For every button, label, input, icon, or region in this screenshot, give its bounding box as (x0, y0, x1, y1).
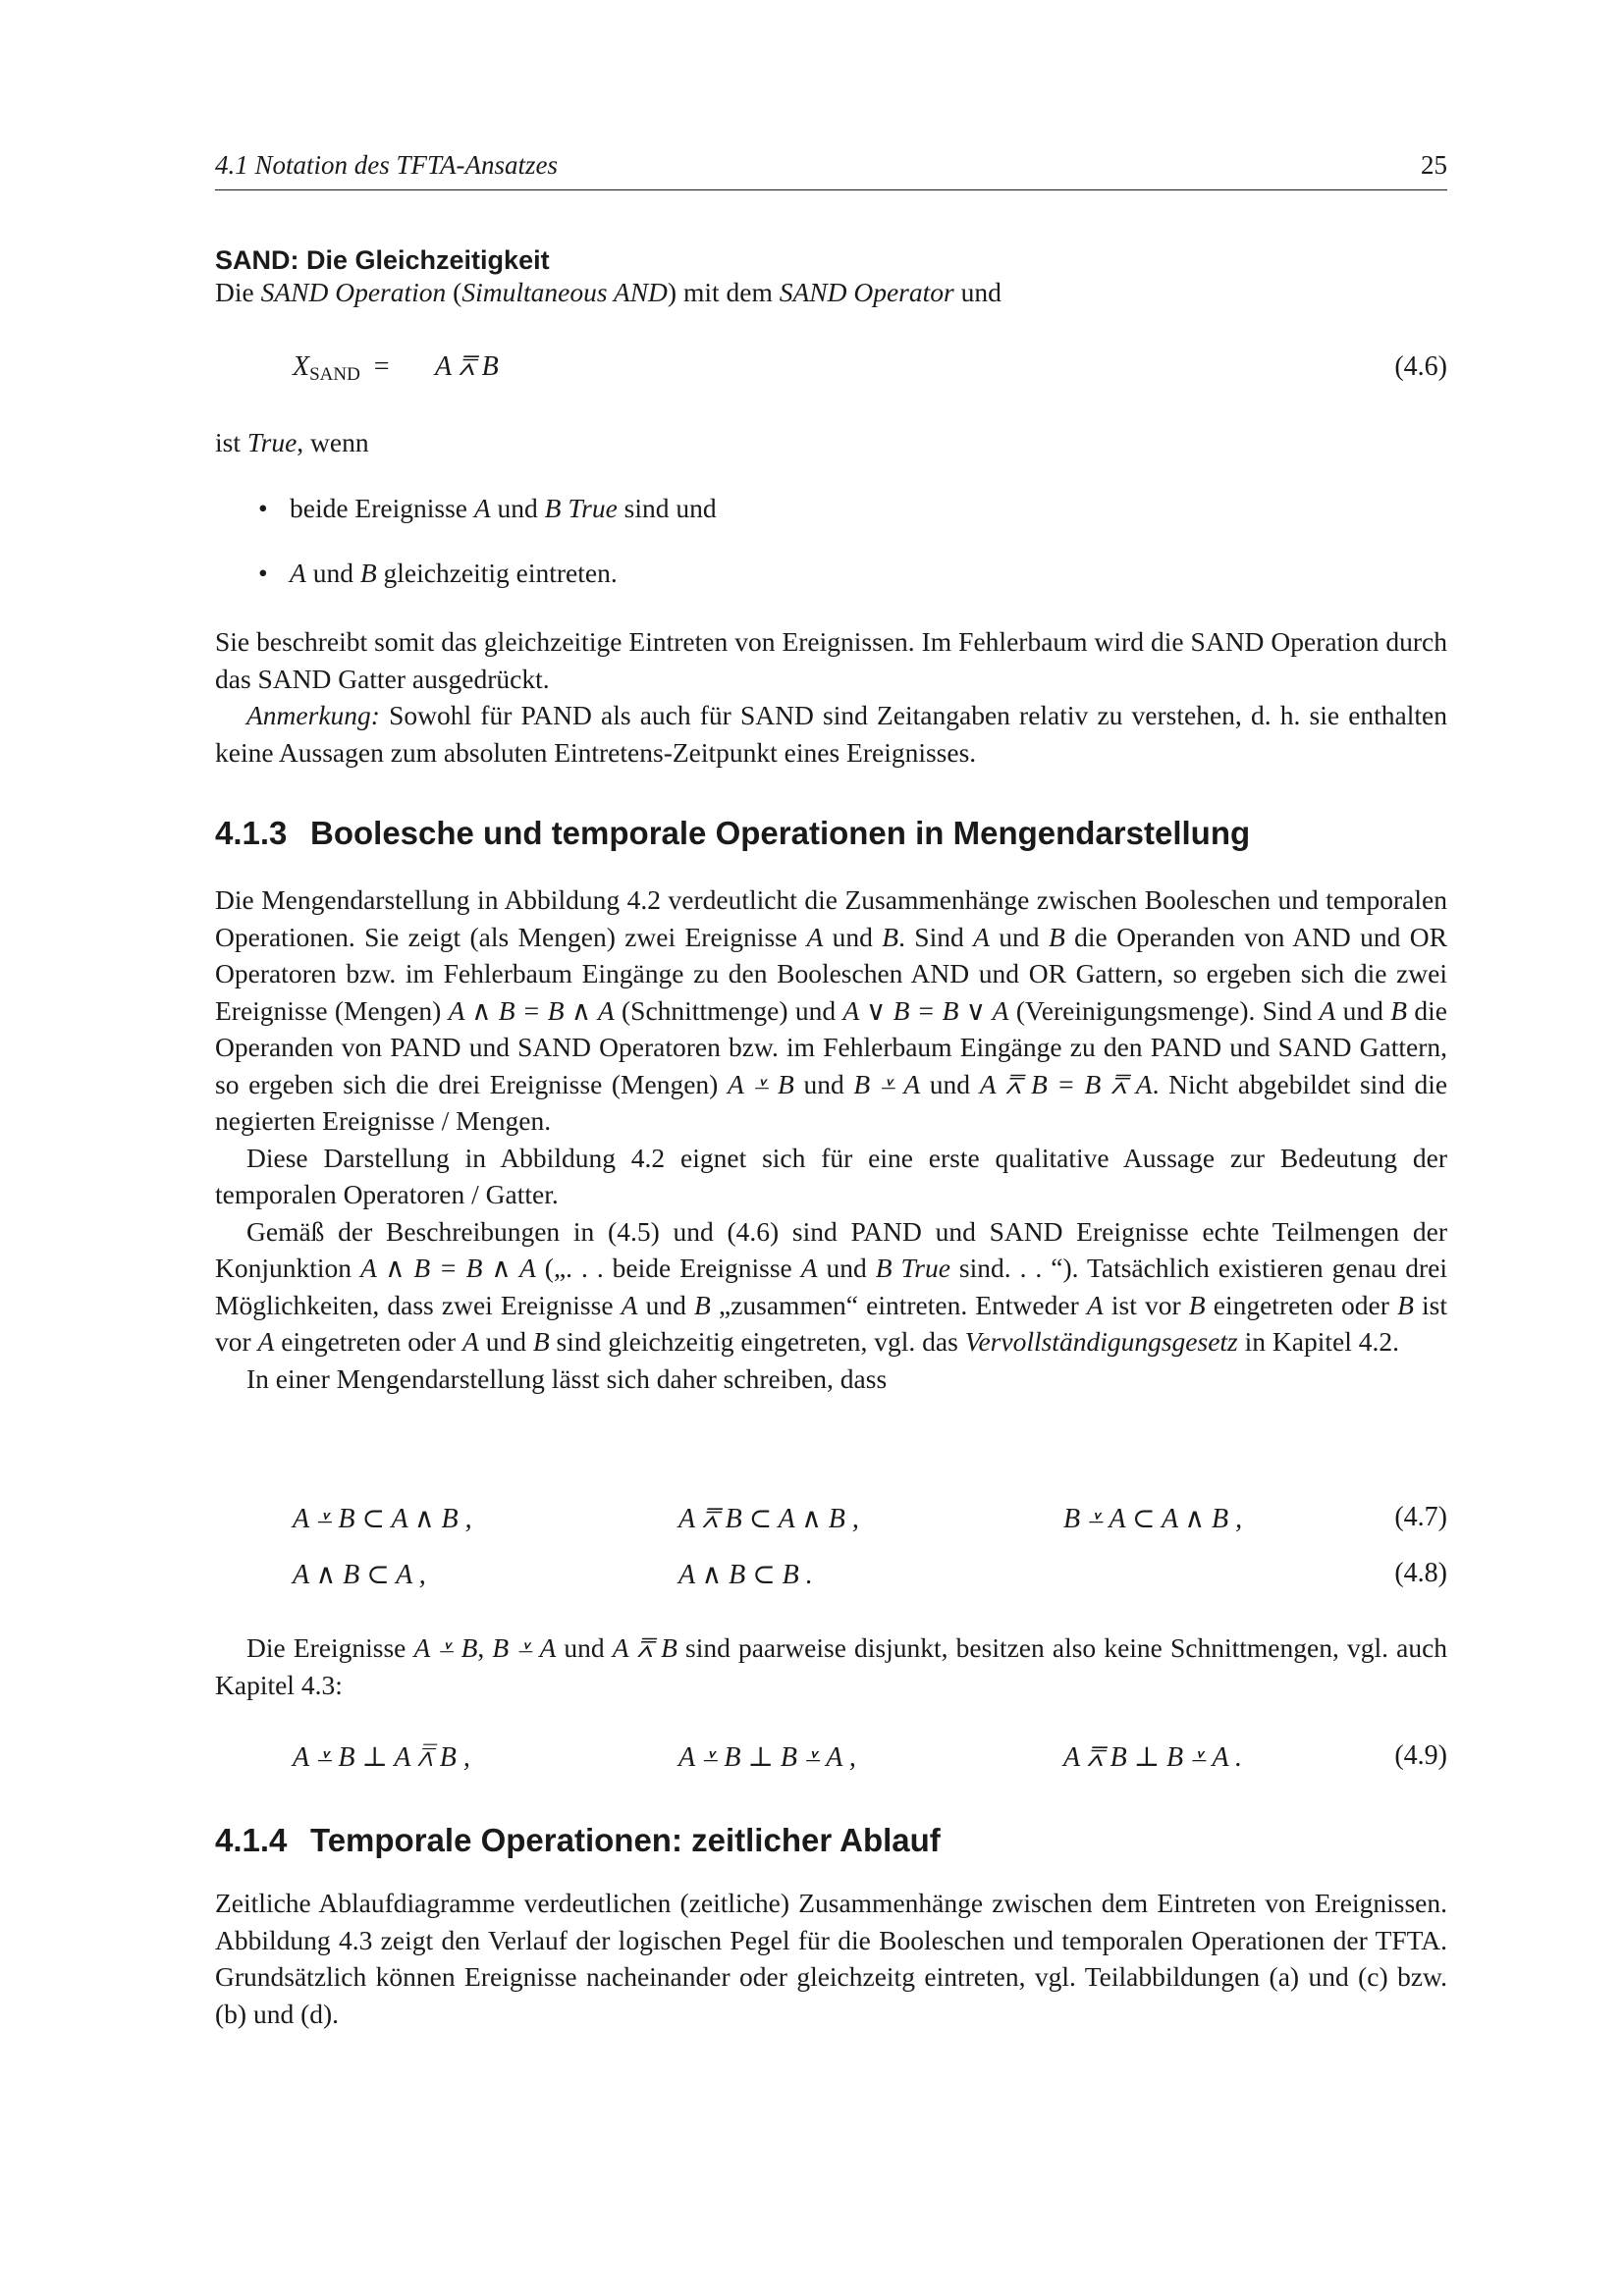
disjoint-paragraph (215, 1629, 1447, 1703)
running-header (215, 150, 1447, 190)
eq-4-7-term-2: A ⩞ B ⊂ A ∧ B , (678, 1504, 859, 1534)
paragraph: Die Ereignisse A ⩡ B, B ⩡ A und A ⩞ B sind paarweise disjunkt, besitzen also keine Schnittmengen, vgl. auch Kapitel 4.3: (215, 1632, 1448, 1700)
paragraph-heading-sand: SAND: Die Gleichzeitigkeit (215, 245, 550, 275)
is-true-line: ist True, wenn (215, 427, 369, 457)
eq-4-7-term-1: A ⩡ B ⊂ A ∧ B , (293, 1504, 472, 1534)
header-section-title: 4.1 Notation des TFTA-Ansatzes (215, 150, 559, 180)
paragraph: Die Mengendarstellung in Abbildung 4.2 verdeutlicht die Zusammenhänge zwischen Booleschen und temporalen Operationen. Sie zeigt (als Mengen) zwei Ereignisse A und B. Sind A und B die Operanden von AND und OR Operatoren bzw. im Fehlerbaum Eingänge zu den Booleschen AND und OR Gattern, so ergeben sich die zwei Ereignisse (Mengen) A ∧ B = B ∧ A (Schnittmenge) und A ∨ B = B ∨ A (Vereinigungsmenge). Sind A und B die Operanden von PAND und SAND Operatoren bzw. im Fehlerbaum Eingänge zu den PAND und SAND Gattern, so ergeben sich die drei Ereignisse (Mengen) A ⩡ B und B ⩡ A und A ⩞ B = B ⩞ A. Nicht abgebildet sind die negierten Ereignisse / Mengen. (215, 884, 1448, 1136)
section-4-1-3-body (215, 881, 1447, 1397)
note-paragraph: Anmerkung: Sowohl für PAND als auch für SAND sind Zeitangaben relativ zu verstehen, d. h. sie enthalten keine Aussagen zum absoluten Eintretens-Zeitpunkt eines Ereignisses. (215, 700, 1447, 768)
paragraph: Zeitliche Ablaufdiagramme verdeutlichen (zeitliche) Zusammenhänge zwischen dem Eintreten von Ereignissen. Abbildung 4.3 zeigt den Verlauf der logischen Pegel für die Booleschen und temporalen Operationen der TFTA. Grundsätzlich können Ereignisse nacheinander oder gleichzeitg eintreten, vgl. Teilabbildungen (a) und (c) bzw. (b) und (d). (215, 1888, 1447, 2029)
equation-number: (4.6) (1394, 351, 1447, 382)
condition-list (215, 490, 1447, 619)
equation-number: (4.9) (1394, 1740, 1447, 1771)
section-title: Boolesche und temporale Operationen in Mengendarstellung (310, 815, 1251, 851)
eq-4-6-lhs: $X_{SAND}$ (293, 351, 360, 385)
section-number: 4.1.3 (215, 815, 288, 851)
eq-4-8-term-1: A ∧ B ⊂ A , (293, 1560, 426, 1590)
sand-block (215, 245, 1447, 311)
equation-4-6 (215, 351, 1447, 391)
section-4-1-3-heading (215, 815, 1447, 852)
paragraph: Diese Darstellung in Abbildung 4.2 eignet sich für eine erste qualitative Aussage zur Bedeutung der temporalen Operatoren / Gatter. (215, 1142, 1447, 1209)
sand-intro: Die SAND Operation (Simultaneous AND) mit dem SAND Operator und (215, 277, 1001, 307)
eq-4-6-relation: = (372, 351, 391, 382)
section-4-1-4-body (215, 1885, 1447, 2032)
equation-number: (4.7) (1394, 1502, 1447, 1532)
page-number: 25 (1421, 150, 1447, 180)
eq-4-9-term-3: A ⩞ B ⊥ B ⩡ A . (1063, 1742, 1243, 1773)
page (215, 0, 1447, 2296)
equation-number: (4.8) (1394, 1558, 1447, 1588)
eq-4-9-term-1: A ⩡ B ⊥ A ⩞ B , (293, 1742, 470, 1773)
section-number: 4.1.4 (215, 1822, 288, 1858)
eq-4-6-rhs: A ⩞ B (435, 351, 499, 382)
equation-4-8 (215, 1558, 1447, 1597)
paragraph: Gemäß der Beschreibungen in (4.5) und (4.6) sind PAND und SAND Ereignisse echte Teilmengen der Konjunktion A ∧ B = B ∧ A („. . . beide Ereignisse A und B True sind. . . “). Tatsächlich existieren genau drei Möglichkeiten, dass zwei Ereignisse A und B „zusammen“ eintreten. Entweder A ist vor B eingetreten oder B ist vor A eingetreten oder A und B sind gleichzeitig eingetreten, vgl. das Vervollständigungsgesetz in Kapitel 4.2. (215, 1215, 1448, 1357)
equation-4-7 (215, 1502, 1447, 1541)
section-4-1-4-heading (215, 1822, 1447, 1859)
section-title: Temporale Operationen: zeitlicher Ablauf (310, 1822, 941, 1858)
eq-4-8-term-2: A ∧ B ⊂ B . (678, 1560, 813, 1590)
sand-description (215, 623, 1447, 771)
paragraph: In einer Mengendarstellung lässt sich daher schreiben, dass (246, 1362, 888, 1394)
list-item: • A und B gleichzeitig eintreten. (215, 555, 1447, 619)
paragraph: Sie beschreibt somit das gleichzeitige Eintreten von Ereignissen. Im Fehlerbaum wird die SAND Operation durch das SAND Gatter ausgedrückt. (215, 626, 1447, 694)
equation-4-9 (215, 1740, 1447, 1780)
list-item: • beide Ereignisse A und B True sind und (215, 490, 1447, 555)
eq-4-9-term-2: A ⩡ B ⊥ B ⩡ A , (678, 1742, 856, 1773)
eq-4-7-term-3: B ⩡ A ⊂ A ∧ B , (1063, 1504, 1243, 1534)
